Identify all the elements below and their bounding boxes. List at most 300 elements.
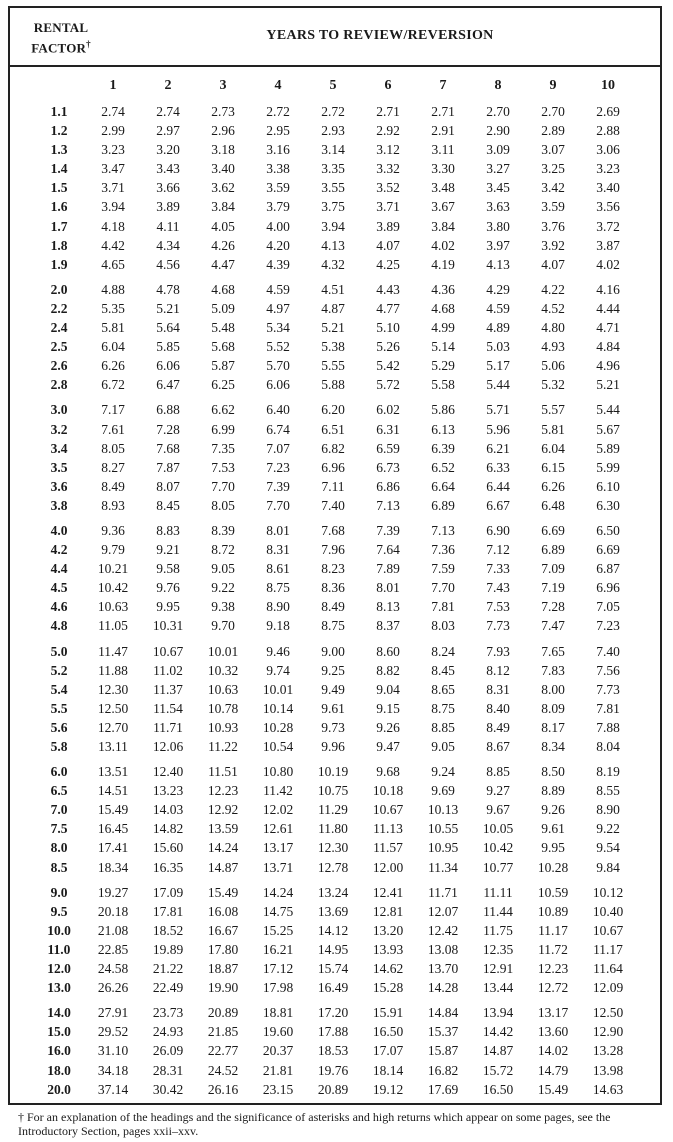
value-cell: 6.47 <box>156 377 180 393</box>
value-cell: 8.45 <box>156 497 180 513</box>
value-cell: 15.91 <box>372 1005 404 1021</box>
value-cell: 7.56 <box>596 662 620 678</box>
value-cell: 6.31 <box>376 421 400 437</box>
value-cell: 10.67 <box>372 802 404 818</box>
value-cell: 10.63 <box>97 599 129 615</box>
row-group <box>10 764 660 879</box>
value-cell: 8.13 <box>376 599 400 615</box>
value-cell: 5.32 <box>541 377 565 393</box>
value-cell: 7.73 <box>486 618 510 634</box>
value-cell: 7.28 <box>541 599 565 615</box>
value-cell: 4.89 <box>486 320 510 336</box>
value-cell: 4.59 <box>266 281 290 297</box>
value-cell: 5.57 <box>541 402 565 418</box>
rental-factor-cell: 3.5 <box>50 459 68 475</box>
value-cell: 9.61 <box>541 821 565 837</box>
value-cell: 4.97 <box>266 300 290 316</box>
value-cell: 19.12 <box>372 1081 404 1097</box>
value-cell: 7.11 <box>321 478 345 494</box>
rental-factor-cell: 1.5 <box>50 180 68 196</box>
value-cell: 6.33 <box>486 459 510 475</box>
value-cell: 6.74 <box>266 421 290 437</box>
value-cell: 3.67 <box>431 199 455 215</box>
value-cell: 6.89 <box>541 542 565 558</box>
value-cell: 8.00 <box>541 681 565 697</box>
value-cell: 7.65 <box>541 643 565 659</box>
value-cell: 8.05 <box>101 440 125 456</box>
rental-factor-cell: 4.5 <box>50 580 68 596</box>
value-cell: 4.93 <box>541 339 565 355</box>
value-cell: 7.61 <box>101 421 125 437</box>
column-header: 6 <box>384 78 392 93</box>
value-cell: 5.85 <box>156 339 180 355</box>
table-row <box>10 783 660 802</box>
rental-factor-cell: 3.0 <box>50 402 68 418</box>
value-cell: 13.60 <box>537 1024 569 1040</box>
value-cell: 4.05 <box>211 218 235 234</box>
value-cell: 8.93 <box>101 497 125 513</box>
value-cell: 5.71 <box>486 402 510 418</box>
value-cell: 9.24 <box>431 764 455 780</box>
value-cell: 14.24 <box>207 840 239 856</box>
row-group <box>10 402 660 517</box>
value-cell: 7.12 <box>486 542 510 558</box>
value-cell: 9.96 <box>321 739 345 754</box>
table-row <box>10 739 660 758</box>
rental-factor-cell: 4.8 <box>50 618 68 634</box>
value-cell: 7.87 <box>156 459 180 475</box>
table-row <box>10 1043 660 1062</box>
value-cell: 12.50 <box>592 1005 624 1021</box>
value-cell: 6.26 <box>101 358 125 374</box>
value-cell: 16.08 <box>207 903 239 919</box>
value-cell: 10.01 <box>262 681 294 697</box>
value-cell: 7.13 <box>376 497 400 513</box>
value-cell: 9.05 <box>211 561 235 577</box>
value-cell: 7.93 <box>486 643 510 659</box>
value-cell: 3.66 <box>156 180 180 196</box>
table-row <box>10 257 660 276</box>
value-cell: 18.52 <box>152 922 184 938</box>
value-cell: 7.83 <box>541 662 565 678</box>
value-cell: 13.20 <box>372 922 404 938</box>
value-cell: 12.07 <box>427 903 459 919</box>
value-cell: 10.63 <box>207 681 239 697</box>
value-cell: 11.57 <box>373 840 403 856</box>
rental-factor-cell: 16.0 <box>47 1043 71 1059</box>
table-row <box>10 1024 660 1043</box>
value-cell: 12.41 <box>372 884 404 900</box>
value-cell: 4.65 <box>101 256 125 272</box>
value-cell: 11.54 <box>153 700 183 716</box>
value-cell: 13.17 <box>537 1005 569 1021</box>
value-cell: 4.32 <box>321 256 345 272</box>
rental-factor-cell: 1.6 <box>50 199 68 215</box>
value-cell: 17.07 <box>372 1043 404 1059</box>
dagger-mark: † <box>86 39 91 49</box>
table-row <box>10 320 660 339</box>
value-cell: 9.67 <box>486 802 510 818</box>
value-cell: 24.58 <box>97 961 129 977</box>
value-cell: 23.15 <box>262 1081 294 1097</box>
value-cell: 13.93 <box>372 941 404 957</box>
value-cell: 3.40 <box>211 161 235 177</box>
value-cell: 21.85 <box>207 1024 239 1040</box>
value-cell: 3.48 <box>431 180 455 196</box>
value-cell: 9.46 <box>266 643 290 659</box>
value-cell: 12.02 <box>262 802 294 818</box>
value-cell: 7.40 <box>321 497 345 513</box>
value-cell: 7.64 <box>376 542 400 558</box>
value-cell: 3.45 <box>486 180 510 196</box>
value-cell: 5.48 <box>211 320 235 336</box>
value-cell: 17.09 <box>152 884 184 900</box>
value-cell: 16.45 <box>97 821 129 837</box>
value-cell: 8.65 <box>431 681 455 697</box>
value-cell: 5.96 <box>486 421 510 437</box>
value-cell: 10.93 <box>207 719 239 735</box>
value-cell: 6.44 <box>486 478 510 494</box>
value-cell: 3.97 <box>486 237 510 253</box>
rental-factor-cell: 4.0 <box>50 522 68 538</box>
value-cell: 9.25 <box>321 662 345 678</box>
table-row <box>10 402 660 421</box>
value-cell: 4.59 <box>486 300 510 316</box>
value-cell: 4.71 <box>596 320 620 336</box>
value-cell: 4.43 <box>376 281 400 297</box>
value-cell: 10.42 <box>97 580 129 596</box>
value-cell: 19.60 <box>262 1024 294 1040</box>
value-cell: 2.89 <box>541 123 565 139</box>
value-cell: 12.42 <box>427 922 459 938</box>
value-cell: 6.88 <box>156 402 180 418</box>
value-cell: 4.42 <box>101 237 125 253</box>
rental-factor-cell: 2.2 <box>50 300 68 316</box>
value-cell: 4.44 <box>596 300 620 316</box>
value-cell: 6.62 <box>211 402 235 418</box>
rental-factor-cell: 6.5 <box>50 783 68 799</box>
rental-factor-cell: 10.0 <box>47 922 71 938</box>
value-cell: 5.87 <box>211 358 235 374</box>
value-cell: 5.52 <box>266 339 290 355</box>
value-cell: 8.85 <box>431 719 455 735</box>
table-row <box>10 161 660 180</box>
value-cell: 7.23 <box>596 618 620 634</box>
table-row <box>10 840 660 859</box>
value-cell: 6.06 <box>266 377 290 393</box>
value-cell: 14.62 <box>372 961 404 977</box>
value-cell: 7.05 <box>596 599 620 615</box>
value-cell: 2.69 <box>596 104 620 119</box>
value-cell: 17.12 <box>262 961 294 977</box>
value-cell: 26.16 <box>207 1081 239 1097</box>
value-cell: 6.26 <box>541 478 565 494</box>
value-cell: 10.40 <box>592 903 624 919</box>
value-cell: 11.17 <box>538 922 568 938</box>
value-cell: 10.75 <box>317 783 349 799</box>
value-cell: 5.44 <box>486 377 510 393</box>
value-cell: 7.68 <box>156 440 180 456</box>
rental-factor-cell: 15.0 <box>47 1024 71 1040</box>
table-row <box>10 199 660 218</box>
value-cell: 31.10 <box>97 1043 129 1059</box>
table-header <box>10 8 660 67</box>
value-cell: 5.89 <box>596 440 620 456</box>
rental-factor-cell: 2.5 <box>50 339 68 355</box>
table-row <box>10 860 660 879</box>
value-cell: 13.23 <box>152 783 184 799</box>
table-row <box>10 460 660 479</box>
value-cell: 24.93 <box>152 1024 184 1040</box>
value-cell: 15.49 <box>537 1081 569 1097</box>
value-cell: 3.80 <box>486 218 510 234</box>
value-cell: 5.21 <box>321 320 345 336</box>
value-cell: 9.95 <box>156 599 180 615</box>
row-group <box>10 885 660 1000</box>
value-cell: 8.85 <box>486 764 510 780</box>
value-cell: 13.51 <box>97 764 129 780</box>
value-cell: 9.49 <box>321 681 345 697</box>
value-cell: 2.92 <box>376 123 400 139</box>
value-cell: 13.94 <box>482 1005 514 1021</box>
value-cell: 4.68 <box>431 300 455 316</box>
value-cell: 8.24 <box>431 643 455 659</box>
value-cell: 6.20 <box>321 402 345 418</box>
value-cell: 9.22 <box>211 580 235 596</box>
value-cell: 11.34 <box>428 859 458 875</box>
value-cell: 4.39 <box>266 256 290 272</box>
value-cell: 11.64 <box>593 961 623 977</box>
value-cell: 11.22 <box>208 739 238 754</box>
value-cell: 2.70 <box>541 104 565 119</box>
value-cell: 8.82 <box>376 662 400 678</box>
table-row <box>10 802 660 821</box>
value-cell: 8.75 <box>431 700 455 716</box>
value-cell: 3.23 <box>596 161 620 177</box>
value-cell: 14.12 <box>317 922 349 938</box>
value-cell: 6.15 <box>541 459 565 475</box>
table-row <box>10 523 660 542</box>
value-cell: 4.36 <box>431 281 455 297</box>
value-cell: 26.26 <box>97 980 129 996</box>
value-cell: 17.98 <box>262 980 294 996</box>
value-cell: 13.28 <box>592 1043 624 1059</box>
value-cell: 7.39 <box>266 478 290 494</box>
value-cell: 4.47 <box>211 256 235 272</box>
value-cell: 12.00 <box>372 859 404 875</box>
value-cell: 3.43 <box>156 161 180 177</box>
table-body <box>10 104 660 1107</box>
value-cell: 4.07 <box>376 237 400 253</box>
value-cell: 3.89 <box>376 218 400 234</box>
rental-factor-cell: 1.9 <box>50 256 68 272</box>
table-row <box>10 580 660 599</box>
value-cell: 15.25 <box>262 922 294 938</box>
value-cell: 10.12 <box>592 884 624 900</box>
value-cell: 7.89 <box>376 561 400 577</box>
value-cell: 34.18 <box>97 1062 129 1078</box>
value-cell: 3.52 <box>376 180 400 196</box>
value-cell: 7.70 <box>431 580 455 596</box>
rental-factor-cell: 1.7 <box>50 218 68 234</box>
value-cell: 7.39 <box>376 522 400 538</box>
value-cell: 16.82 <box>427 1062 459 1078</box>
rental-factor-cell: 1.3 <box>50 142 68 158</box>
rental-factor-cell: 6.0 <box>50 764 68 780</box>
table-row <box>10 282 660 301</box>
value-cell: 3.72 <box>596 218 620 234</box>
value-cell: 12.91 <box>482 961 514 977</box>
value-cell: 3.62 <box>211 180 235 196</box>
value-cell: 8.89 <box>541 783 565 799</box>
value-cell: 5.35 <box>101 300 125 316</box>
value-cell: 5.06 <box>541 358 565 374</box>
rental-factor-cell: 5.4 <box>50 681 68 697</box>
value-cell: 10.18 <box>372 783 404 799</box>
value-cell: 21.08 <box>97 922 129 938</box>
value-cell: 13.17 <box>262 840 294 856</box>
value-cell: 5.68 <box>211 339 235 355</box>
value-cell: 12.70 <box>97 719 129 735</box>
rental-factor-cell: 4.6 <box>50 599 68 615</box>
value-cell: 3.40 <box>596 180 620 196</box>
value-cell: 2.91 <box>431 123 455 139</box>
value-cell: 6.82 <box>321 440 345 456</box>
value-cell: 12.72 <box>537 980 569 996</box>
value-cell: 11.29 <box>318 802 348 818</box>
table-row <box>10 479 660 498</box>
column-header: 10 <box>601 78 615 93</box>
value-cell: 14.51 <box>97 783 129 799</box>
value-cell: 7.68 <box>321 522 345 538</box>
value-cell: 10.28 <box>262 719 294 735</box>
value-cell: 6.87 <box>596 561 620 577</box>
value-cell: 9.84 <box>596 859 620 875</box>
value-cell: 8.36 <box>321 580 345 596</box>
value-cell: 4.13 <box>486 256 510 272</box>
value-cell: 4.34 <box>156 237 180 253</box>
value-cell: 10.80 <box>262 764 294 780</box>
value-cell: 9.22 <box>596 821 620 837</box>
value-cell: 3.32 <box>376 161 400 177</box>
value-cell: 21.81 <box>262 1062 294 1078</box>
value-cell: 6.69 <box>596 542 620 558</box>
value-cell: 11.44 <box>483 903 513 919</box>
value-cell: 14.87 <box>207 859 239 875</box>
rental-factor-cell: 5.0 <box>50 643 68 659</box>
value-cell: 10.77 <box>482 859 514 875</box>
rental-factor-cell: 1.2 <box>50 123 68 139</box>
value-cell: 4.78 <box>156 281 180 297</box>
value-cell: 7.09 <box>541 561 565 577</box>
table-row <box>10 358 660 377</box>
value-cell: 7.36 <box>431 542 455 558</box>
value-cell: 17.81 <box>152 903 184 919</box>
value-cell: 15.28 <box>372 980 404 996</box>
table-row <box>10 904 660 923</box>
value-cell: 6.96 <box>321 459 345 475</box>
value-cell: 9.36 <box>101 522 125 538</box>
value-cell: 9.47 <box>376 739 400 754</box>
value-cell: 8.23 <box>321 561 345 577</box>
row-group <box>10 1005 660 1100</box>
value-cell: 14.03 <box>152 802 184 818</box>
value-cell: 11.13 <box>373 821 403 837</box>
value-cell: 8.39 <box>211 522 235 538</box>
value-cell: 9.26 <box>541 802 565 818</box>
row-group <box>10 104 660 276</box>
value-cell: 9.61 <box>321 700 345 716</box>
value-cell: 4.52 <box>541 300 565 316</box>
value-cell: 4.00 <box>266 218 290 234</box>
value-cell: 4.18 <box>101 218 125 234</box>
value-cell: 3.47 <box>101 161 125 177</box>
value-cell: 10.05 <box>482 821 514 837</box>
rental-factor-line1: RENTAL <box>33 20 89 35</box>
value-cell: 3.16 <box>266 142 290 158</box>
value-cell: 8.83 <box>156 522 180 538</box>
value-cell: 2.90 <box>486 123 510 139</box>
value-cell: 12.23 <box>537 961 569 977</box>
table-row <box>10 142 660 161</box>
value-cell: 12.40 <box>152 764 184 780</box>
value-cell: 2.93 <box>321 123 345 139</box>
table-row <box>10 599 660 618</box>
value-cell: 11.71 <box>153 719 183 735</box>
value-cell: 5.26 <box>376 339 400 355</box>
value-cell: 8.31 <box>266 542 290 558</box>
value-cell: 29.52 <box>97 1024 129 1040</box>
value-cell: 4.29 <box>486 281 510 297</box>
value-cell: 9.70 <box>211 618 235 634</box>
value-cell: 8.19 <box>596 764 620 780</box>
value-cell: 12.61 <box>262 821 294 837</box>
value-cell: 22.85 <box>97 941 129 957</box>
value-cell: 5.44 <box>596 402 620 418</box>
rental-factor-cell: 9.5 <box>50 903 68 919</box>
value-cell: 5.17 <box>486 358 510 374</box>
value-cell: 26.09 <box>152 1043 184 1059</box>
value-cell: 4.19 <box>431 256 455 272</box>
table-row <box>10 238 660 257</box>
table-row <box>10 219 660 238</box>
value-cell: 13.98 <box>592 1062 624 1078</box>
table-row <box>10 180 660 199</box>
value-cell: 8.03 <box>431 618 455 634</box>
table-row <box>10 339 660 358</box>
value-cell: 19.27 <box>97 884 129 900</box>
value-cell: 14.63 <box>592 1081 624 1097</box>
value-cell: 14.02 <box>537 1043 569 1059</box>
value-cell: 3.87 <box>596 237 620 253</box>
value-cell: 16.35 <box>152 859 184 875</box>
value-cell: 9.00 <box>321 643 345 659</box>
value-cell: 3.71 <box>376 199 400 215</box>
value-cell: 7.96 <box>321 542 345 558</box>
rental-factor-cell: 2.4 <box>50 320 68 336</box>
value-cell: 4.07 <box>541 256 565 272</box>
value-cell: 16.49 <box>317 980 349 996</box>
table-row <box>10 663 660 682</box>
value-cell: 8.07 <box>156 478 180 494</box>
value-cell: 15.49 <box>207 884 239 900</box>
value-cell: 4.84 <box>596 339 620 355</box>
value-cell: 6.50 <box>596 522 620 538</box>
value-cell: 2.73 <box>211 104 235 119</box>
value-cell: 6.48 <box>541 497 565 513</box>
value-cell: 27.91 <box>97 1005 129 1021</box>
value-cell: 11.47 <box>98 643 128 659</box>
